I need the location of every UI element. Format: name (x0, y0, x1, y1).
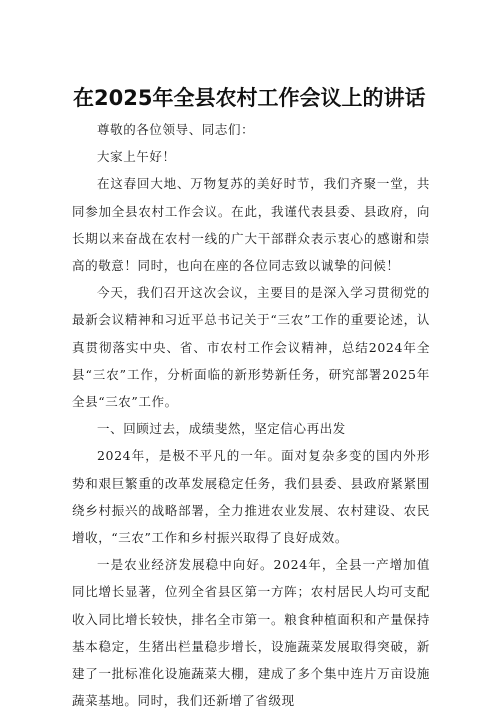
salutation-paragraph: 尊敬的各位领导、同志们： (97, 122, 255, 137)
body-paragraph: 今天，我们召开这次会议，主要目的是深入学习贯彻党的最新会议精神和习近平总书记关于“三农”工作的重要论述，认真贯彻落实中央、省、市农村工作会议精神，总结2024年全县“三农”工作，分析面临的新形势新任务，研究部署2025年全县“三农”工作。 (72, 285, 430, 410)
section-heading: 一、回顾过去，成绩斐然，坚定信心再出发 (97, 421, 346, 437)
body-paragraph: 在这春回大地、万物复苏的美好时节，我们齐聚一堂，共同参加全县农村工作会议。在此，我谨代表县委、县政府，向长期以来奋战在农村一线的广大干部群众表示衷心的感谢和崇高的敬意！同时，也向在座的各位同志致以诚挚的问候！ (72, 176, 430, 274)
body-paragraph: 一是农业经济发展稳中向好。2024年，全县一产增加值同比增长显著，位列全省县区第一方阵；农村居民人均可支配收入同比增长较快，排名全市第一。粮食种植面积和产量保持基本稳定，生猪出栏量稳步增长，设施蔬菜发展取得突破，新建了一批标准化设施蔬菜大棚，建成了多个集中连片万亩设施蔬菜基地。同时，我们还新增了省级现 (72, 557, 430, 709)
document-title: 在2025年全县农村工作会议上的讲话 (73, 86, 426, 110)
greeting-paragraph: 大家上午好！ (97, 149, 176, 165)
document-body (72, 116, 430, 714)
body-paragraph: 2024年，是极不平凡的一年。面对复杂多变的国内外形势和艰巨繁重的改革发展稳定任务，我们县委、县政府紧紧围绕乡村振兴的战略部署，全力推进农业发展、农村建设、农民增收，“三农”工作和乡村振兴取得了良好成效。 (72, 448, 430, 546)
